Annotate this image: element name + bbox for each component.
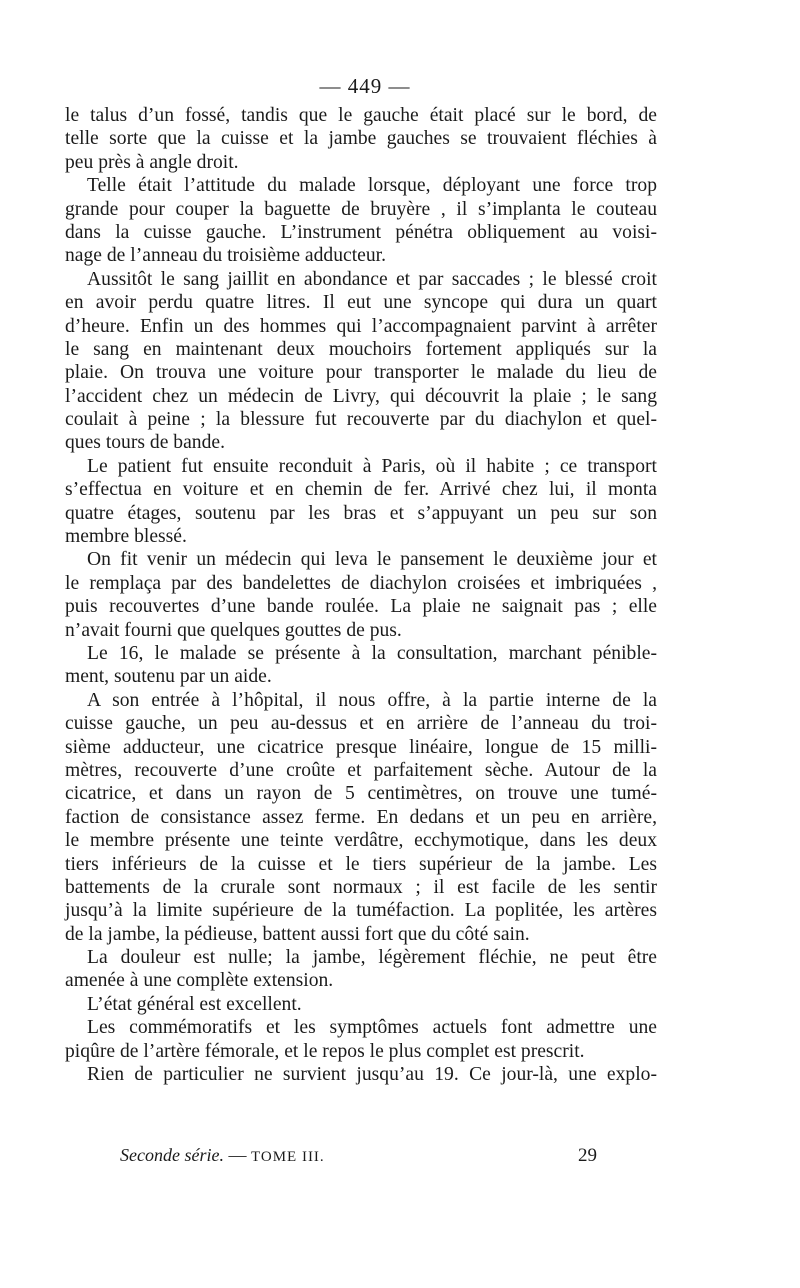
text-line: l’accident chez un médecin de Livry, qui découvrit la plaie ; le sang: [65, 385, 657, 407]
text-line: A son entrée à l’hôpital, il nous offre, à la partie interne de la: [87, 689, 657, 711]
text-line: ques tours de bande.: [65, 432, 225, 454]
text-line: La douleur est nulle; la jambe, légèrement fléchie, ne peut être: [87, 947, 657, 969]
text-line: plaie. On trouva une voiture pour transporter le malade du lieu de: [65, 362, 657, 384]
text-line: quatre étages, soutenu par les bras et s’appuyant un peu sur son: [65, 502, 657, 524]
text-line: le remplaça par des bandelettes de diachylon croisées et imbriquées ,: [65, 572, 657, 594]
text-line: On fit venir un médecin qui leva le pansement le deuxième jour et: [87, 549, 657, 571]
text-line: cicatrice, et dans un rayon de 5 centimètres, on trouve une tumé-: [65, 783, 657, 805]
text-line: coulait à peine ; la blessure fut recouverte par du diachylon et quel-: [65, 409, 657, 431]
text-line: L’état général est excellent.: [87, 993, 302, 1015]
text-line: Telle était l’attitude du malade lorsque, déployant une force trop: [87, 175, 657, 197]
text-line: le sang en maintenant deux mouchoirs fortement appliqués sur la: [65, 338, 657, 360]
text-line: de la jambe, la pédieuse, battent aussi fort que du côté sain.: [65, 923, 530, 945]
text-line: n’avait fourni que quelques gouttes de pus.: [65, 619, 402, 641]
text-line: Le patient fut ensuite reconduit à Paris, où il habite ; ce transport: [87, 455, 657, 477]
text-line: battements de la crurale sont normaux ; il est facile de les sentir: [65, 876, 657, 898]
text-line: ment, soutenu par un aide.: [65, 666, 272, 688]
text-line: Le 16, le malade se présente à la consultation, marchant pénible-: [87, 642, 657, 664]
text-line: amenée à une complète extension.: [65, 970, 334, 992]
text-line: grande pour couper la baguette de bruyère , il s’implanta le couteau: [65, 198, 657, 220]
footer-tome: TOME III.: [250, 1149, 325, 1165]
text-line: piqûre de l’artère fémorale, et le repos le plus complet est prescrit.: [65, 1040, 585, 1062]
text-line: d’heure. Enfin un des hommes qui l’accompagnaient parvint à arrêter: [65, 315, 657, 337]
text-line: dans la cuisse gauche. L’instrument pénétra obliquement au voisi-: [65, 221, 657, 243]
signature-mark: [120, 1145, 325, 1166]
text-line: peu près à angle droit.: [65, 151, 239, 173]
text-line: le membre présente une teinte verdâtre, ecchymotique, dans les deux: [65, 830, 657, 852]
text-line: mètres, recouverte d’une croûte et parfaitement sèche. Autour de la: [65, 759, 657, 781]
text-line: sième adducteur, une cicatrice presque linéaire, longue de 15 milli-: [65, 736, 657, 758]
text-line: jusqu’à la limite supérieure de la tuméfaction. La poplitée, les artères: [65, 900, 657, 922]
body-text: [65, 104, 657, 1086]
text-line: telle sorte que la cuisse et la jambe gauches se trouvaient fléchies à: [65, 128, 657, 150]
footer-separator: —: [228, 1145, 247, 1165]
page-number: — 449 —: [319, 74, 411, 98]
text-line: faction de consistance assez ferme. En dedans et un peu en arrière,: [65, 806, 657, 828]
text-line: nage de l’anneau du troisième adducteur.: [65, 245, 386, 267]
text-line: en avoir perdu quatre litres. Il eut une syncope qui dura un quart: [65, 292, 657, 314]
text-line: puis recouvertes d’une bande roulée. La plaie ne saignait pas ; elle: [65, 596, 657, 618]
text-line: cuisse gauche, un peu au-dessus et en arrière de l’anneau du troi-: [65, 713, 657, 735]
footer-series: Seconde série.: [120, 1145, 224, 1165]
text-line: s’effectua en voiture et en chemin de fer. Arrivé chez lui, il monta: [65, 479, 657, 501]
text-line: Les commémoratifs et les symptômes actuels font admettre une: [87, 1017, 657, 1039]
text-line: tiers inférieurs de la cuisse et le tiers supérieur de la jambe. Les: [65, 853, 657, 875]
text-line: Aussitôt le sang jaillit en abondance et par saccades ; le blessé croit: [87, 268, 657, 290]
sheet-number: 29: [578, 1145, 597, 1166]
page-footer: [0, 1145, 800, 1171]
text-line: membre blessé.: [65, 526, 187, 548]
text-line: le talus d’un fossé, tandis que le gauche était placé sur le bord, de: [65, 105, 657, 126]
text-line: Rien de particulier ne survient jusqu’au 19. Ce jour-là, une explo-: [87, 1064, 657, 1086]
